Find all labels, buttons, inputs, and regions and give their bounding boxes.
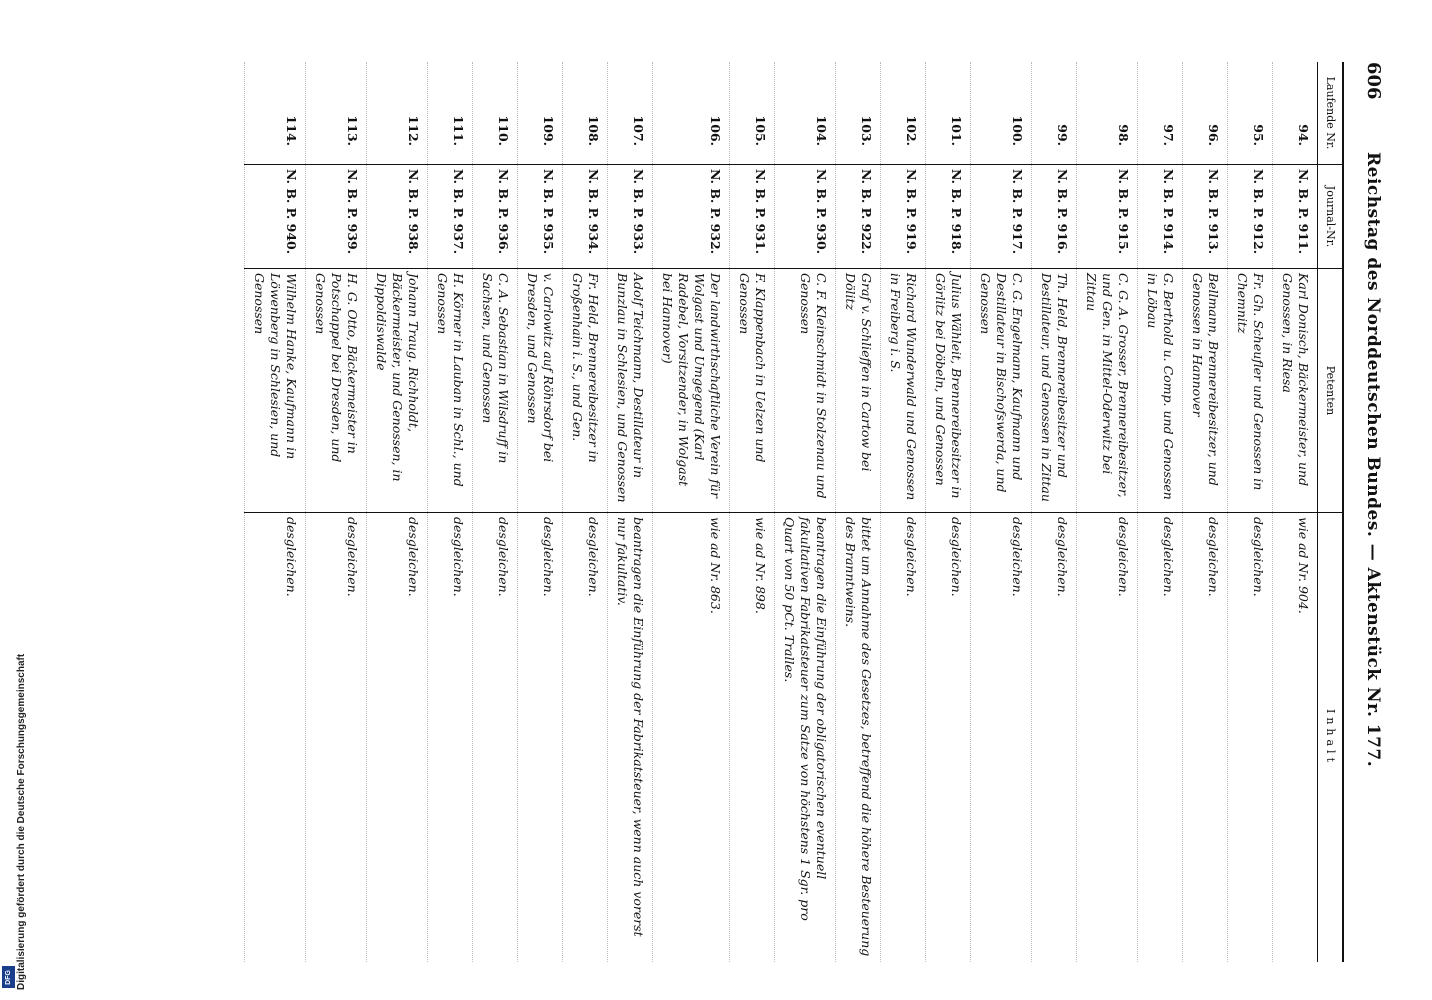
cell-inhalt: desgleichen.	[1032, 513, 1077, 963]
cell-petent: Bellmann, Brennereibesitzer, und Genossen in Hannover	[1183, 269, 1228, 513]
cell-journal: N. B. P. 936.	[473, 165, 518, 269]
cell-journal: N. B. P. 940.	[245, 165, 306, 269]
table-row	[473, 62, 518, 962]
cell-petent: C. F. Kleinschmidt in Stolzenau und Genossen	[775, 269, 836, 513]
table-row	[306, 62, 367, 962]
cell-nr: 105.	[730, 62, 775, 165]
cell-journal: N. B. P. 916.	[1032, 165, 1077, 269]
cell-inhalt: desgleichen.	[245, 513, 306, 963]
table-row	[971, 62, 1032, 962]
cell-petent: H. G. Otto, Bäckermeister in Potschappel bei Dresden, und Genossen	[306, 269, 367, 513]
cell-petent: Julius Wähleit, Brennereibesitzer in Görlitz bei Döbeln, und Genossen	[926, 269, 971, 513]
cell-nr: 109.	[518, 62, 563, 165]
cell-petent: G. Berthold u. Comp. und Genossen in Löbau	[1138, 269, 1183, 513]
cell-nr: 107.	[608, 62, 653, 165]
cell-inhalt: desgleichen.	[926, 513, 971, 963]
cell-nr: 101.	[926, 62, 971, 165]
cell-nr: 103.	[836, 62, 881, 165]
cell-inhalt: desgleichen.	[971, 513, 1032, 963]
cell-petent: Johann Traug. Richholdt, Bäckermeister, und Genossen, in Dippoldiswalde	[367, 269, 428, 513]
cell-inhalt: beantragen die Einführung der obligatorischen eventuell fakultativen Fabrikatsteuer zum Satze von höchstens 1 Sgr. pro Quart von 50 pCt. Tralles.	[775, 513, 836, 963]
cell-journal: N. B. P. 932.	[653, 165, 730, 269]
table-row	[367, 62, 428, 962]
cell-journal: N. B. P. 914.	[1138, 165, 1183, 269]
cell-inhalt: wie ad Nr. 863.	[653, 513, 730, 963]
cell-nr: 104.	[775, 62, 836, 165]
cell-journal: N. B. P. 918.	[926, 165, 971, 269]
dfg-logo	[2, 966, 15, 988]
cell-nr: 94.	[1273, 62, 1318, 165]
table-row	[428, 62, 473, 962]
cell-journal: N. B. P. 917.	[971, 165, 1032, 269]
cell-nr: 100.	[971, 62, 1032, 165]
cell-inhalt: desgleichen.	[367, 513, 428, 963]
table-row	[1032, 62, 1077, 962]
cell-journal: N. B. P. 922.	[836, 165, 881, 269]
cell-journal: N. B. P. 931.	[730, 165, 775, 269]
column-header-petent: Petenten	[1318, 269, 1343, 513]
cell-petent: C. G. Engelmann, Kaufmann und Destillateur in Bischofswerda, und Genossen	[971, 269, 1032, 513]
table-row	[1138, 62, 1183, 962]
table-row	[653, 62, 730, 962]
table-row	[563, 62, 608, 962]
cell-petent: Graf v. Schlieffen in Cartow bei Dölitz	[836, 269, 881, 513]
cell-nr: 113.	[306, 62, 367, 165]
column-header-nr: Laufende Nr.	[1318, 62, 1343, 165]
cell-nr: 108.	[563, 62, 608, 165]
cell-nr: 102.	[881, 62, 926, 165]
cell-nr: 96.	[1183, 62, 1228, 165]
cell-petent: v. Carlowitz auf Röhrsdorf bei Dresden, und Genossen	[518, 269, 563, 513]
cell-petent: Wilhelm Hanke, Kaufmann in Löwenberg in Schlesien, und Genossen	[245, 269, 306, 513]
table-row	[881, 62, 926, 962]
page-content	[244, 62, 1384, 962]
dfg-logo-text: DFG	[5, 969, 12, 985]
cell-nr: 112.	[367, 62, 428, 165]
cell-inhalt: desgleichen.	[428, 513, 473, 963]
cell-inhalt: desgleichen.	[881, 513, 926, 963]
cell-petent: Fr. Held, Brennereibesitzer in Großenhain i. S., und Gen.	[563, 269, 608, 513]
table-row	[926, 62, 971, 962]
cell-petent: Der landwirthschaftliche Verein für Wolgast und Umgegend (Karl Radebel, Vorsitzender, in Wolgast bei Hannover)	[653, 269, 730, 513]
table-row	[836, 62, 881, 962]
cell-inhalt: desgleichen.	[563, 513, 608, 963]
cell-journal: N. B. P. 913.	[1183, 165, 1228, 269]
cell-inhalt: desgleichen.	[473, 513, 518, 963]
cell-inhalt: wie ad Nr. 904.	[1273, 513, 1318, 963]
cell-nr: 110.	[473, 62, 518, 165]
cell-journal: N. B. P. 915.	[1077, 165, 1138, 269]
table-row	[608, 62, 653, 962]
cell-nr: 114.	[245, 62, 306, 165]
cell-inhalt: desgleichen.	[518, 513, 563, 963]
cell-inhalt: bittet um Annahme des Gesetzes, betreffend die höhere Besteuerung des Branntweins.	[836, 513, 881, 963]
page-header	[1342, 62, 1384, 962]
table-body	[245, 62, 1318, 962]
cell-journal: N. B. P. 938.	[367, 165, 428, 269]
cell-journal: N. B. P. 935.	[518, 165, 563, 269]
cell-petent: Th. Held, Brennereibesitzer und Destillateur, und Genossen in Zittau	[1032, 269, 1077, 513]
digitization-note-text: Digitalisierung gefördert durch die Deutsche Forschungsgemeinschaft	[16, 653, 27, 990]
cell-nr: 97.	[1138, 62, 1183, 165]
table-header-row	[1318, 62, 1343, 962]
column-header-inhalt: Inhalt	[1318, 513, 1343, 963]
column-header-journal: Journal-Nr.	[1318, 165, 1343, 269]
cell-petent: F. Klappenbach in Uelzen und Genossen	[730, 269, 775, 513]
cell-journal: N. B. P. 911.	[1273, 165, 1318, 269]
cell-nr: 99.	[1032, 62, 1077, 165]
table-row	[1228, 62, 1273, 962]
cell-inhalt: desgleichen.	[1138, 513, 1183, 963]
cell-inhalt: desgleichen.	[306, 513, 367, 963]
cell-petent: C. A. Sebastian in Wilsdruff in Sachsen, und Genossen	[473, 269, 518, 513]
cell-inhalt: desgleichen.	[1077, 513, 1138, 963]
cell-petent: Karl Donisch, Bäckermeister, und Genossen, in Riesa	[1273, 269, 1318, 513]
cell-petent: H. Körner in Lauban in Schl., und Genossen	[428, 269, 473, 513]
table-row	[775, 62, 836, 962]
page-title: Reichstag des Norddeutschen Bundes. — Aktenstück Nr. 177.	[1363, 152, 1383, 768]
cell-nr: 106.	[653, 62, 730, 165]
page-number: 606	[1363, 62, 1384, 100]
table-row	[1077, 62, 1138, 962]
cell-inhalt: wie ad Nr. 898.	[730, 513, 775, 963]
cell-inhalt: desgleichen.	[1183, 513, 1228, 963]
digitization-note	[2, 600, 27, 990]
table-row	[730, 62, 775, 962]
table-row	[1183, 62, 1228, 962]
cell-inhalt: beantragen die Einführung der Fabrikatsteuer, wenn auch vorerst nur fakultativ.	[608, 513, 653, 963]
cell-nr: 98.	[1077, 62, 1138, 165]
cell-journal: N. B. P. 934.	[563, 165, 608, 269]
cell-nr: 111.	[428, 62, 473, 165]
cell-journal: N. B. P. 939.	[306, 165, 367, 269]
cell-journal: N. B. P. 930.	[775, 165, 836, 269]
table-row	[518, 62, 563, 962]
table-row	[245, 62, 306, 962]
cell-petent: C. G. A. Grosser, Brennereibesitzer, und Gen. in Mittel-Oderwitz bei Zittau	[1077, 269, 1138, 513]
cell-petent: Adolf Teichmann, Destillateur in Bunzlau in Schlesien, und Genossen	[608, 269, 653, 513]
petitions-table	[244, 62, 1342, 962]
cell-journal: N. B. P. 937.	[428, 165, 473, 269]
cell-petent: Fr. Gh. Scheufler und Genossen in Chemnitz	[1228, 269, 1273, 513]
cell-journal: N. B. P. 919.	[881, 165, 926, 269]
cell-journal: N. B. P. 912.	[1228, 165, 1273, 269]
table-row	[1273, 62, 1318, 962]
cell-petent: Richard Wunderwald und Genossen in Freiberg i. S.	[881, 269, 926, 513]
cell-journal: N. B. P. 933.	[608, 165, 653, 269]
cell-inhalt: desgleichen.	[1228, 513, 1273, 963]
cell-nr: 95.	[1228, 62, 1273, 165]
